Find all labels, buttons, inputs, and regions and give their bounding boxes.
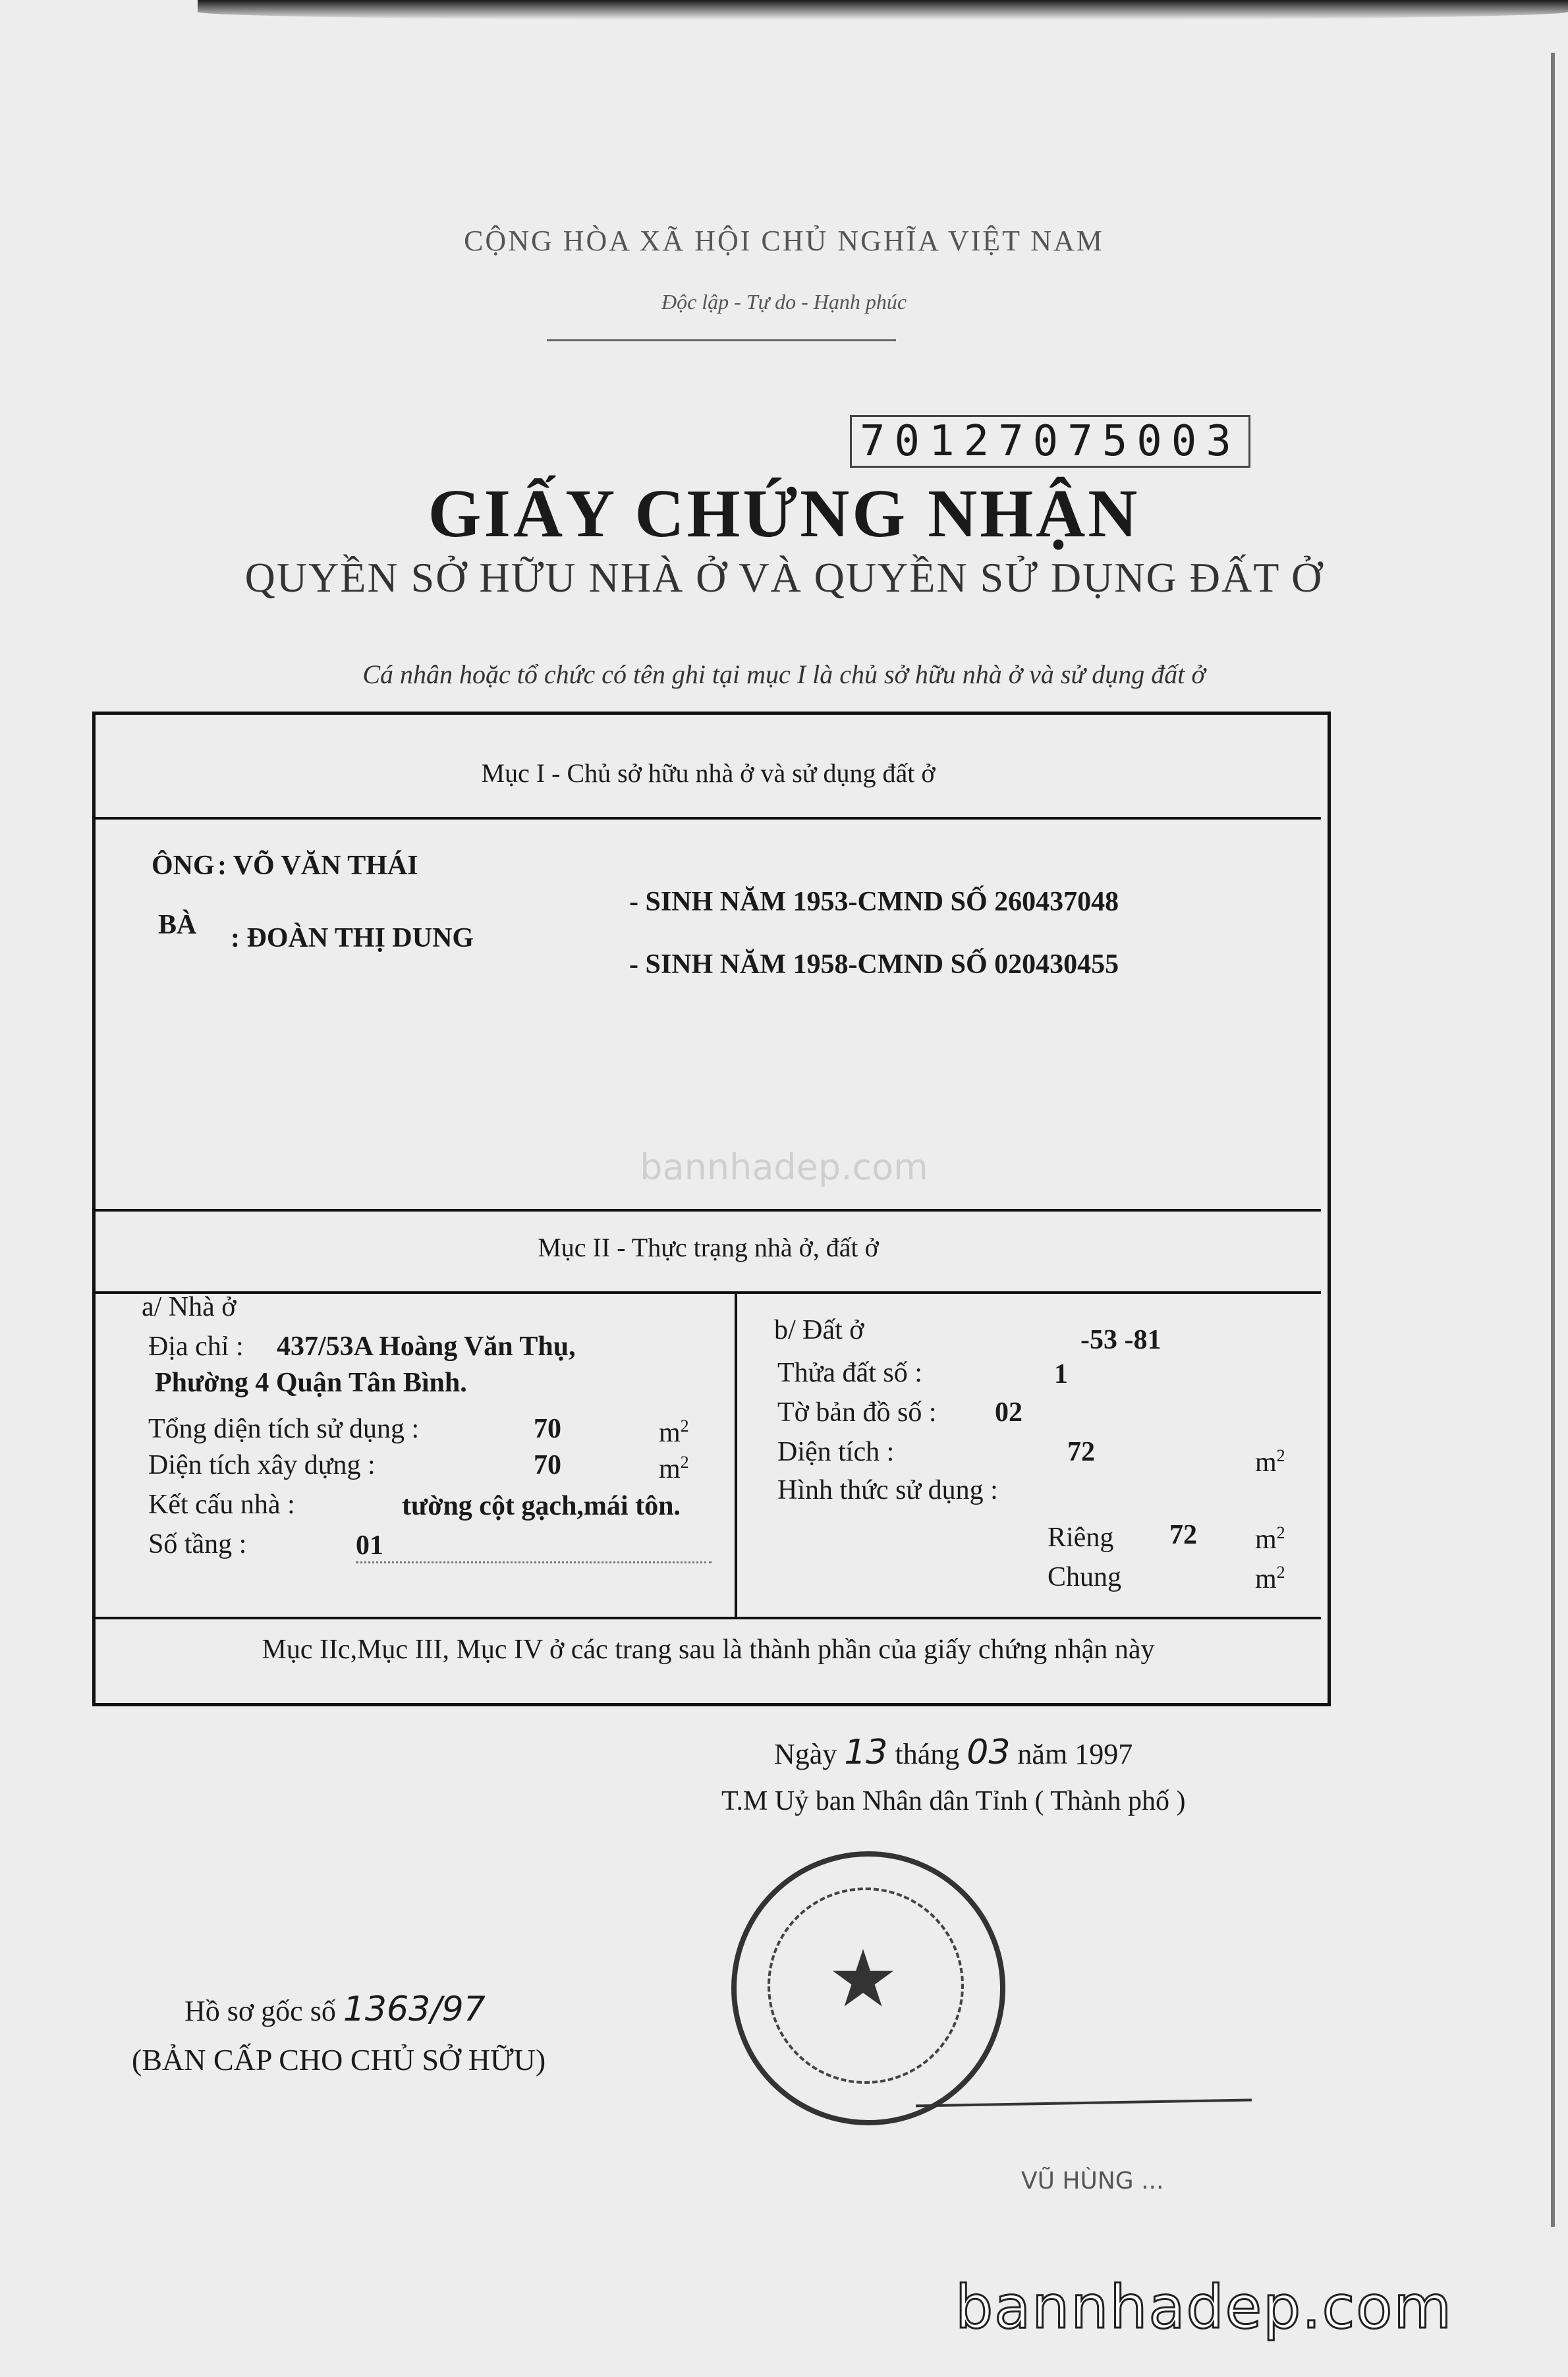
land-ref: -53 -81 [1080,1325,1162,1355]
column-divider [735,1294,737,1617]
address-line1: 437/53A Hoàng Văn Thụ, [277,1331,576,1362]
issuing-authority: T.M Uỷ ban Nhân dân Tỉnh ( Thành phố ) [721,1786,1186,1816]
owner2-prefix: BÀ [158,910,197,940]
section2-header: Mục II - Thực trạng nhà ở, đất ở [538,1233,879,1262]
document-subtitle: QUYỀN SỞ HỮU NHÀ Ở VÀ QUYỀN SỬ DỤNG ĐẤT Ở [244,554,1324,601]
issue-date: Ngày 13 tháng 03 năm 1997 [774,1733,1133,1772]
built-area-unit: $m^2$ [659,1453,689,1484]
section1-header: Mục I - Chủ sở hữu nhà ở và sử dụng đất ở [481,758,936,788]
divider [96,1617,1321,1619]
shared-unit: $m^2$ [1255,1563,1285,1594]
parcel-label: Thửa đất số : [777,1358,922,1388]
house-heading: a/ Nhà ở [142,1292,237,1322]
seal-emblem-icon: ★ [827,1936,899,2023]
day-value: 13 [844,1733,888,1772]
watermark: bannhadep.com [640,1146,928,1188]
land-heading: b/ Đất ở [774,1315,864,1345]
shared-label: Chung [1048,1562,1122,1592]
private-label: Riêng [1048,1523,1114,1553]
divider [96,1209,1321,1212]
owner1-detail: - SINH NĂM 1953-CMND SỐ 260437048 [629,887,1119,917]
map-value: 02 [995,1397,1022,1428]
signer-name: VŨ HÙNG ... [1021,2167,1164,2195]
year-value: 1997 [1075,1738,1133,1770]
owner2-detail: - SINH NĂM 1958-CMND SỐ 020430455 [629,949,1119,980]
divider [96,817,1321,820]
footer-note: Mục IIc,Mục III, Mục IV ở các trang sau là thành phần của giấy chứng nhận này [262,1635,1155,1665]
built-area-label: Diện tích xây dựng : [148,1450,376,1480]
owner2-name: : ĐOÀN THỊ DUNG [231,923,474,953]
owner1-name: : VÕ VĂN THÁI [217,851,418,881]
structure-value: tường cột gạch,mái tôn. [402,1491,681,1521]
owner1-prefix: ÔNG [152,851,215,881]
page-edge [1551,53,1555,2227]
watermark: bannhadep.com [955,2273,1453,2342]
divider [96,1291,1321,1294]
usage-label: Hình thức sử dụng : [777,1475,998,1505]
address-line2: Phường 4 Quận Tân Bình. [155,1368,467,1398]
total-area-label: Tổng diện tích sử dụng : [148,1414,420,1444]
area-value: 72 [1067,1437,1095,1467]
scan-shadow [198,0,1568,20]
file-number: Hồ sơ gốc số 1363/97 [184,1990,486,2029]
motto: Độc lập - Tự do - Hạnh phúc [661,290,907,314]
copy-note: (BẢN CẤP CHO CHỦ SỞ HỮU) [132,2043,546,2077]
area-label: Diện tích : [777,1437,895,1467]
signature-line [916,2099,1252,2108]
private-unit: $m^2$ [1255,1523,1285,1555]
built-area-value: 70 [534,1450,561,1480]
map-label: Tờ bản đồ số : [777,1397,937,1428]
republic-header: CỘNG HÒA XÃ HỘI CHỦ NGHĨA VIỆT NAM [464,225,1104,257]
total-area-unit: $m^2$ [659,1416,689,1448]
serial-number: 70127075003 [850,415,1250,468]
month-value: 03 [966,1733,1011,1772]
address-label: Địa chỉ : [148,1331,244,1362]
private-value: 72 [1169,1520,1197,1550]
file-number-value: 1363/97 [343,1990,486,2029]
area-unit: $m^2$ [1255,1446,1285,1478]
structure-label: Kết cấu nhà : [148,1490,295,1520]
document-title: GIẤY CHỨNG NHẬN [428,476,1140,551]
floors-label: Số tầng : [148,1529,247,1559]
owner-note: Cá nhân hoặc tổ chức có tên ghi tại mục I là chủ sở hữu nhà ở và sử dụng đất ở [362,659,1206,689]
header-underline [547,339,896,341]
total-area-value: 70 [534,1414,561,1444]
floors-value: 01 [356,1530,712,1563]
parcel-value: 1 [1054,1359,1068,1389]
